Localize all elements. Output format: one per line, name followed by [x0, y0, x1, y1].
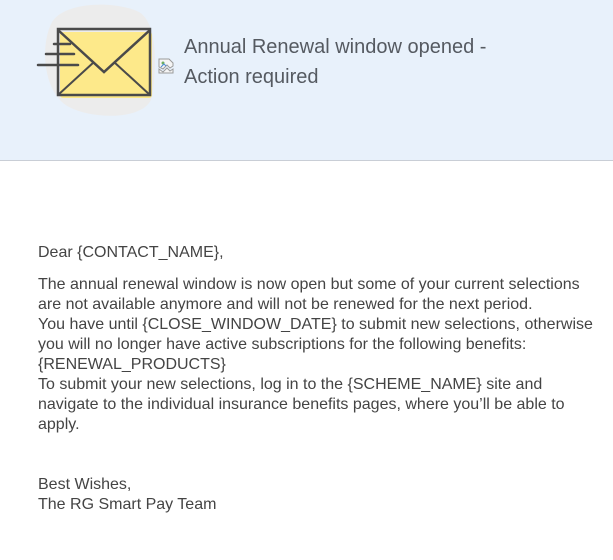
email-title	[184, 32, 514, 92]
paragraph-deadline: You have until {CLOSE_WINDOW_DATE} to submit new selections, otherwise you will no longer have active subscriptions for the following benefits:	[38, 316, 593, 353]
team-signature: The RG Smart Pay Team	[38, 496, 217, 513]
renewal-products-placeholder: {RENEWAL_PRODUCTS}	[38, 356, 226, 373]
title-line-2: Action required	[184, 66, 319, 88]
paragraph-renewal-open: The annual renewal window is now open but some of your current selections are not available anymore and will not be renewed for the next period.	[38, 276, 580, 313]
email-body	[38, 243, 598, 515]
envelope-icon	[34, 2, 159, 117]
email-header	[0, 0, 613, 161]
greeting: Dear {CONTACT_NAME},	[38, 244, 224, 261]
broken-image-icon	[158, 58, 174, 74]
title-line-1: Annual Renewal window opened -	[184, 36, 487, 58]
paragraph-instructions: To submit your new selections, log in to the {SCHEME_NAME} site and navigate to the individual insurance benefits pages, where you’ll be able to apply.	[38, 376, 565, 433]
signoff: Best Wishes,	[38, 476, 132, 493]
spacer	[38, 435, 598, 475]
